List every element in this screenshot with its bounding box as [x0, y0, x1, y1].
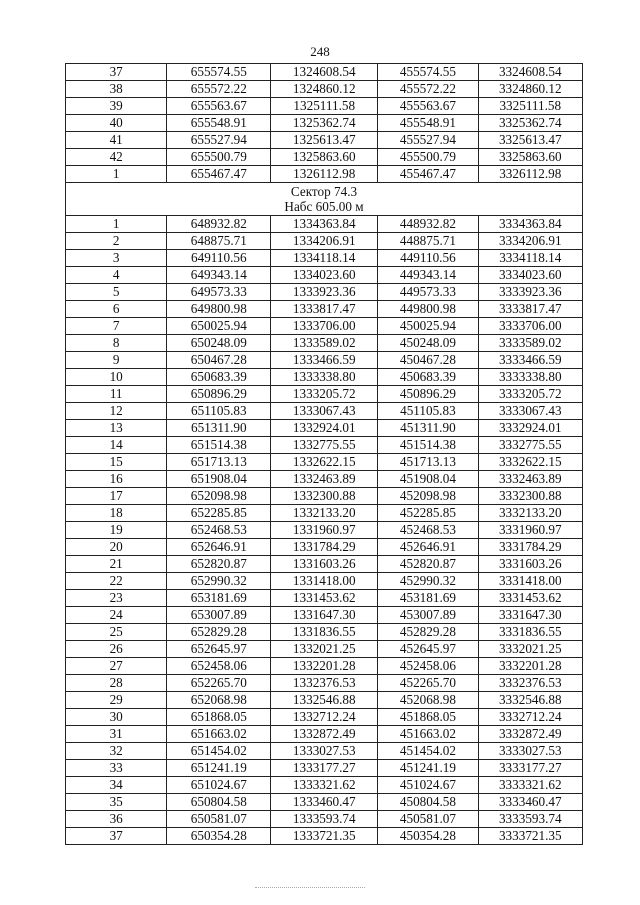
y2-coordinate-cell: 3332775.55: [478, 437, 582, 454]
table-row: [66, 149, 583, 166]
y-coordinate-cell: 1334363.84: [271, 216, 378, 233]
point-number-cell: 40: [66, 115, 167, 132]
table-row: [66, 556, 583, 573]
x-coordinate-cell: 652098.98: [167, 488, 271, 505]
x-coordinate-cell: 652068.98: [167, 692, 271, 709]
x2-coordinate-cell: 455572.22: [378, 81, 478, 98]
table-row: [66, 98, 583, 115]
point-number-cell: 27: [66, 658, 167, 675]
y2-coordinate-cell: 3333460.47: [478, 794, 582, 811]
y2-coordinate-cell: 3333321.62: [478, 777, 582, 794]
point-number-cell: 22: [66, 573, 167, 590]
sector-header-row: [66, 183, 583, 216]
y2-coordinate-cell: 3331836.55: [478, 624, 582, 641]
x-coordinate-cell: 651514.38: [167, 437, 271, 454]
y2-coordinate-cell: 3332712.24: [478, 709, 582, 726]
y-coordinate-cell: 1325362.74: [271, 115, 378, 132]
x2-coordinate-cell: 450467.28: [378, 352, 478, 369]
y2-coordinate-cell: 3333589.02: [478, 335, 582, 352]
coordinates-table: [65, 63, 583, 845]
y2-coordinate-cell: 3331784.29: [478, 539, 582, 556]
x2-coordinate-cell: 451514.38: [378, 437, 478, 454]
y2-coordinate-cell: 3332201.28: [478, 658, 582, 675]
x2-coordinate-cell: 450248.09: [378, 335, 478, 352]
table-row: [66, 505, 583, 522]
table-row: [66, 250, 583, 267]
y2-coordinate-cell: 3332300.88: [478, 488, 582, 505]
x-coordinate-cell: 650467.28: [167, 352, 271, 369]
x-coordinate-cell: 648875.71: [167, 233, 271, 250]
table-row: [66, 471, 583, 488]
table-row: [66, 267, 583, 284]
y-coordinate-cell: 1333067.43: [271, 403, 378, 420]
x2-coordinate-cell: 451908.04: [378, 471, 478, 488]
y2-coordinate-cell: 3325362.74: [478, 115, 582, 132]
x-coordinate-cell: 655548.91: [167, 115, 271, 132]
point-number-cell: 16: [66, 471, 167, 488]
y2-coordinate-cell: 3332376.53: [478, 675, 582, 692]
x-coordinate-cell: 648932.82: [167, 216, 271, 233]
point-number-cell: 26: [66, 641, 167, 658]
x2-coordinate-cell: 451713.13: [378, 454, 478, 471]
point-number-cell: 17: [66, 488, 167, 505]
point-number-cell: 3: [66, 250, 167, 267]
table-row: [66, 369, 583, 386]
point-number-cell: 20: [66, 539, 167, 556]
x2-coordinate-cell: 451105.83: [378, 403, 478, 420]
x-coordinate-cell: 650248.09: [167, 335, 271, 352]
x2-coordinate-cell: 452820.87: [378, 556, 478, 573]
x-coordinate-cell: 652990.32: [167, 573, 271, 590]
x2-coordinate-cell: 450025.94: [378, 318, 478, 335]
point-number-cell: 41: [66, 132, 167, 149]
point-number-cell: 36: [66, 811, 167, 828]
y-coordinate-cell: 1333205.72: [271, 386, 378, 403]
x-coordinate-cell: 650025.94: [167, 318, 271, 335]
table-row: [66, 522, 583, 539]
x2-coordinate-cell: 450804.58: [378, 794, 478, 811]
y-coordinate-cell: 1333721.35: [271, 828, 378, 845]
y-coordinate-cell: 1331647.30: [271, 607, 378, 624]
x2-coordinate-cell: 451663.02: [378, 726, 478, 743]
point-number-cell: 1: [66, 166, 167, 183]
x-coordinate-cell: 649573.33: [167, 284, 271, 301]
y-coordinate-cell: 1332622.15: [271, 454, 378, 471]
table-row: [66, 488, 583, 505]
y2-coordinate-cell: 3333593.74: [478, 811, 582, 828]
point-number-cell: 12: [66, 403, 167, 420]
y-coordinate-cell: 1333923.36: [271, 284, 378, 301]
table-row: [66, 573, 583, 590]
table-row: [66, 132, 583, 149]
x-coordinate-cell: 651241.19: [167, 760, 271, 777]
x2-coordinate-cell: 452990.32: [378, 573, 478, 590]
y-coordinate-cell: 1331418.00: [271, 573, 378, 590]
y2-coordinate-cell: 3334206.91: [478, 233, 582, 250]
y2-coordinate-cell: 3333338.80: [478, 369, 582, 386]
x2-coordinate-cell: 452068.98: [378, 692, 478, 709]
table-body-after-sector: [66, 216, 583, 845]
point-number-cell: 4: [66, 267, 167, 284]
x2-coordinate-cell: 453181.69: [378, 590, 478, 607]
x2-coordinate-cell: 450354.28: [378, 828, 478, 845]
x-coordinate-cell: 650896.29: [167, 386, 271, 403]
x2-coordinate-cell: 452645.97: [378, 641, 478, 658]
table-row: [66, 760, 583, 777]
y2-coordinate-cell: 3334118.14: [478, 250, 582, 267]
x-coordinate-cell: 650804.58: [167, 794, 271, 811]
y-coordinate-cell: 1332775.55: [271, 437, 378, 454]
y-coordinate-cell: 1325111.58: [271, 98, 378, 115]
y-coordinate-cell: 1325613.47: [271, 132, 378, 149]
y-coordinate-cell: 1333589.02: [271, 335, 378, 352]
x2-coordinate-cell: 450896.29: [378, 386, 478, 403]
x2-coordinate-cell: 455527.94: [378, 132, 478, 149]
point-number-cell: 25: [66, 624, 167, 641]
point-number-cell: 34: [66, 777, 167, 794]
point-number-cell: 18: [66, 505, 167, 522]
point-number-cell: 15: [66, 454, 167, 471]
point-number-cell: 14: [66, 437, 167, 454]
x-coordinate-cell: 650683.39: [167, 369, 271, 386]
y2-coordinate-cell: 3331960.97: [478, 522, 582, 539]
table-row: [66, 709, 583, 726]
table-row: [66, 403, 583, 420]
table-row: [66, 726, 583, 743]
y-coordinate-cell: 1333027.53: [271, 743, 378, 760]
x-coordinate-cell: 655467.47: [167, 166, 271, 183]
y2-coordinate-cell: 3333466.59: [478, 352, 582, 369]
table-row: [66, 216, 583, 233]
y-coordinate-cell: 1332201.28: [271, 658, 378, 675]
table-row: [66, 233, 583, 250]
table-row: [66, 828, 583, 845]
y-coordinate-cell: 1324860.12: [271, 81, 378, 98]
point-number-cell: 35: [66, 794, 167, 811]
x2-coordinate-cell: 449343.14: [378, 267, 478, 284]
y-coordinate-cell: 1332712.24: [271, 709, 378, 726]
y2-coordinate-cell: 3332924.01: [478, 420, 582, 437]
y-coordinate-cell: 1331784.29: [271, 539, 378, 556]
y-coordinate-cell: 1333593.74: [271, 811, 378, 828]
y-coordinate-cell: 1326112.98: [271, 166, 378, 183]
point-number-cell: 29: [66, 692, 167, 709]
x2-coordinate-cell: 452646.91: [378, 539, 478, 556]
x2-coordinate-cell: 452458.06: [378, 658, 478, 675]
table-row: [66, 81, 583, 98]
y2-coordinate-cell: 3332021.25: [478, 641, 582, 658]
y2-coordinate-cell: 3333027.53: [478, 743, 582, 760]
sector-header-group: [66, 183, 583, 216]
x-coordinate-cell: 649800.98: [167, 301, 271, 318]
table-row: [66, 318, 583, 335]
x-coordinate-cell: 650581.07: [167, 811, 271, 828]
x2-coordinate-cell: 448932.82: [378, 216, 478, 233]
y-coordinate-cell: 1334023.60: [271, 267, 378, 284]
point-number-cell: 31: [66, 726, 167, 743]
point-number-cell: 30: [66, 709, 167, 726]
point-number-cell: 19: [66, 522, 167, 539]
y-coordinate-cell: 1324608.54: [271, 64, 378, 81]
y2-coordinate-cell: 3332546.88: [478, 692, 582, 709]
x-coordinate-cell: 655572.22: [167, 81, 271, 98]
y-coordinate-cell: 1331960.97: [271, 522, 378, 539]
x-coordinate-cell: 652458.06: [167, 658, 271, 675]
point-number-cell: 8: [66, 335, 167, 352]
point-number-cell: 13: [66, 420, 167, 437]
x2-coordinate-cell: 448875.71: [378, 233, 478, 250]
y2-coordinate-cell: 3331603.26: [478, 556, 582, 573]
table-row: [66, 166, 583, 183]
point-number-cell: 28: [66, 675, 167, 692]
x-coordinate-cell: 655574.55: [167, 64, 271, 81]
x-coordinate-cell: 653007.89: [167, 607, 271, 624]
y-coordinate-cell: 1334206.91: [271, 233, 378, 250]
x2-coordinate-cell: 449110.56: [378, 250, 478, 267]
y2-coordinate-cell: 3325863.60: [478, 149, 582, 166]
y2-coordinate-cell: 3332872.49: [478, 726, 582, 743]
point-number-cell: 6: [66, 301, 167, 318]
y2-coordinate-cell: 3333817.47: [478, 301, 582, 318]
x-coordinate-cell: 652645.97: [167, 641, 271, 658]
point-number-cell: 33: [66, 760, 167, 777]
point-number-cell: 1: [66, 216, 167, 233]
x2-coordinate-cell: 452285.85: [378, 505, 478, 522]
y2-coordinate-cell: 3331418.00: [478, 573, 582, 590]
point-number-cell: 23: [66, 590, 167, 607]
table-row: [66, 675, 583, 692]
point-number-cell: 39: [66, 98, 167, 115]
point-number-cell: 9: [66, 352, 167, 369]
y-coordinate-cell: 1332463.89: [271, 471, 378, 488]
x2-coordinate-cell: 455467.47: [378, 166, 478, 183]
y2-coordinate-cell: 3332133.20: [478, 505, 582, 522]
table-row: [66, 743, 583, 760]
table-row: [66, 115, 583, 132]
x2-coordinate-cell: 455548.91: [378, 115, 478, 132]
y2-coordinate-cell: 3334363.84: [478, 216, 582, 233]
y2-coordinate-cell: 3325111.58: [478, 98, 582, 115]
y-coordinate-cell: 1332021.25: [271, 641, 378, 658]
point-number-cell: 11: [66, 386, 167, 403]
table-row: [66, 811, 583, 828]
y-coordinate-cell: 1333177.27: [271, 760, 378, 777]
table-row: [66, 777, 583, 794]
y-coordinate-cell: 1331603.26: [271, 556, 378, 573]
table-row: [66, 284, 583, 301]
x-coordinate-cell: 652468.53: [167, 522, 271, 539]
y2-coordinate-cell: 3326112.98: [478, 166, 582, 183]
point-number-cell: 10: [66, 369, 167, 386]
y-coordinate-cell: 1333466.59: [271, 352, 378, 369]
y-coordinate-cell: 1333321.62: [271, 777, 378, 794]
table-row: [66, 624, 583, 641]
y2-coordinate-cell: 3333067.43: [478, 403, 582, 420]
x-coordinate-cell: 651105.83: [167, 403, 271, 420]
y2-coordinate-cell: 3333205.72: [478, 386, 582, 403]
table-row: [66, 437, 583, 454]
y-coordinate-cell: 1333817.47: [271, 301, 378, 318]
x2-coordinate-cell: 451454.02: [378, 743, 478, 760]
sector-title: Сектор 74.3: [290, 184, 358, 199]
x-coordinate-cell: 655563.67: [167, 98, 271, 115]
x-coordinate-cell: 653181.69: [167, 590, 271, 607]
y2-coordinate-cell: 3324860.12: [478, 81, 582, 98]
x-coordinate-cell: 652646.91: [167, 539, 271, 556]
x-coordinate-cell: 652820.87: [167, 556, 271, 573]
y-coordinate-cell: 1332546.88: [271, 692, 378, 709]
x-coordinate-cell: 650354.28: [167, 828, 271, 845]
x-coordinate-cell: 651868.05: [167, 709, 271, 726]
footer-mark: [255, 887, 365, 889]
y-coordinate-cell: 1334118.14: [271, 250, 378, 267]
y-coordinate-cell: 1332924.01: [271, 420, 378, 437]
x-coordinate-cell: 651311.90: [167, 420, 271, 437]
x2-coordinate-cell: 452829.28: [378, 624, 478, 641]
y-coordinate-cell: 1332376.53: [271, 675, 378, 692]
x2-coordinate-cell: 451868.05: [378, 709, 478, 726]
x-coordinate-cell: 651454.02: [167, 743, 271, 760]
point-number-cell: 37: [66, 64, 167, 81]
table-row: [66, 590, 583, 607]
table-row: [66, 658, 583, 675]
x2-coordinate-cell: 449573.33: [378, 284, 478, 301]
point-number-cell: 38: [66, 81, 167, 98]
table-row: [66, 794, 583, 811]
y-coordinate-cell: 1333338.80: [271, 369, 378, 386]
x2-coordinate-cell: 452098.98: [378, 488, 478, 505]
x-coordinate-cell: 651713.13: [167, 454, 271, 471]
table-row: [66, 454, 583, 471]
point-number-cell: 37: [66, 828, 167, 845]
x2-coordinate-cell: 451024.67: [378, 777, 478, 794]
y2-coordinate-cell: 3333706.00: [478, 318, 582, 335]
x2-coordinate-cell: 449800.98: [378, 301, 478, 318]
y2-coordinate-cell: 3324608.54: [478, 64, 582, 81]
y2-coordinate-cell: 3331647.30: [478, 607, 582, 624]
x2-coordinate-cell: 452468.53: [378, 522, 478, 539]
x-coordinate-cell: 652265.70: [167, 675, 271, 692]
y2-coordinate-cell: 3333923.36: [478, 284, 582, 301]
table-row: [66, 692, 583, 709]
x-coordinate-cell: 655527.94: [167, 132, 271, 149]
x-coordinate-cell: 652829.28: [167, 624, 271, 641]
point-number-cell: 21: [66, 556, 167, 573]
table-row: [66, 352, 583, 369]
table-row: [66, 607, 583, 624]
sector-header-cell: [66, 183, 583, 216]
table-body-before-sector: [66, 64, 583, 183]
y-coordinate-cell: 1325863.60: [271, 149, 378, 166]
x2-coordinate-cell: 451241.19: [378, 760, 478, 777]
table-row: [66, 641, 583, 658]
x2-coordinate-cell: 453007.89: [378, 607, 478, 624]
y-coordinate-cell: 1333460.47: [271, 794, 378, 811]
table-row: [66, 64, 583, 81]
y-coordinate-cell: 1332872.49: [271, 726, 378, 743]
page-number: 248: [310, 44, 330, 59]
table-row: [66, 301, 583, 318]
x2-coordinate-cell: 451311.90: [378, 420, 478, 437]
y2-coordinate-cell: 3334023.60: [478, 267, 582, 284]
point-number-cell: 32: [66, 743, 167, 760]
x-coordinate-cell: 651024.67: [167, 777, 271, 794]
y-coordinate-cell: 1332133.20: [271, 505, 378, 522]
y2-coordinate-cell: 3333177.27: [478, 760, 582, 777]
y2-coordinate-cell: 3333721.35: [478, 828, 582, 845]
x-coordinate-cell: 649343.14: [167, 267, 271, 284]
x-coordinate-cell: 651908.04: [167, 471, 271, 488]
x-coordinate-cell: 649110.56: [167, 250, 271, 267]
table-row: [66, 539, 583, 556]
x-coordinate-cell: 652285.85: [167, 505, 271, 522]
x2-coordinate-cell: 450683.39: [378, 369, 478, 386]
table-row: [66, 420, 583, 437]
y-coordinate-cell: 1332300.88: [271, 488, 378, 505]
y2-coordinate-cell: 3331453.62: [478, 590, 582, 607]
x-coordinate-cell: 651663.02: [167, 726, 271, 743]
y-coordinate-cell: 1333706.00: [271, 318, 378, 335]
x2-coordinate-cell: 452265.70: [378, 675, 478, 692]
table-row: [66, 335, 583, 352]
y-coordinate-cell: 1331836.55: [271, 624, 378, 641]
y2-coordinate-cell: 3325613.47: [478, 132, 582, 149]
y2-coordinate-cell: 3332463.89: [478, 471, 582, 488]
x2-coordinate-cell: 455574.55: [378, 64, 478, 81]
point-number-cell: 5: [66, 284, 167, 301]
point-number-cell: 2: [66, 233, 167, 250]
point-number-cell: 42: [66, 149, 167, 166]
point-number-cell: 24: [66, 607, 167, 624]
x2-coordinate-cell: 455500.79: [378, 149, 478, 166]
y-coordinate-cell: 1331453.62: [271, 590, 378, 607]
y2-coordinate-cell: 3332622.15: [478, 454, 582, 471]
table-row: [66, 386, 583, 403]
x2-coordinate-cell: 455563.67: [378, 98, 478, 115]
sector-height: Набс 605.00 м: [284, 199, 364, 214]
x2-coordinate-cell: 450581.07: [378, 811, 478, 828]
x-coordinate-cell: 655500.79: [167, 149, 271, 166]
point-number-cell: 7: [66, 318, 167, 335]
